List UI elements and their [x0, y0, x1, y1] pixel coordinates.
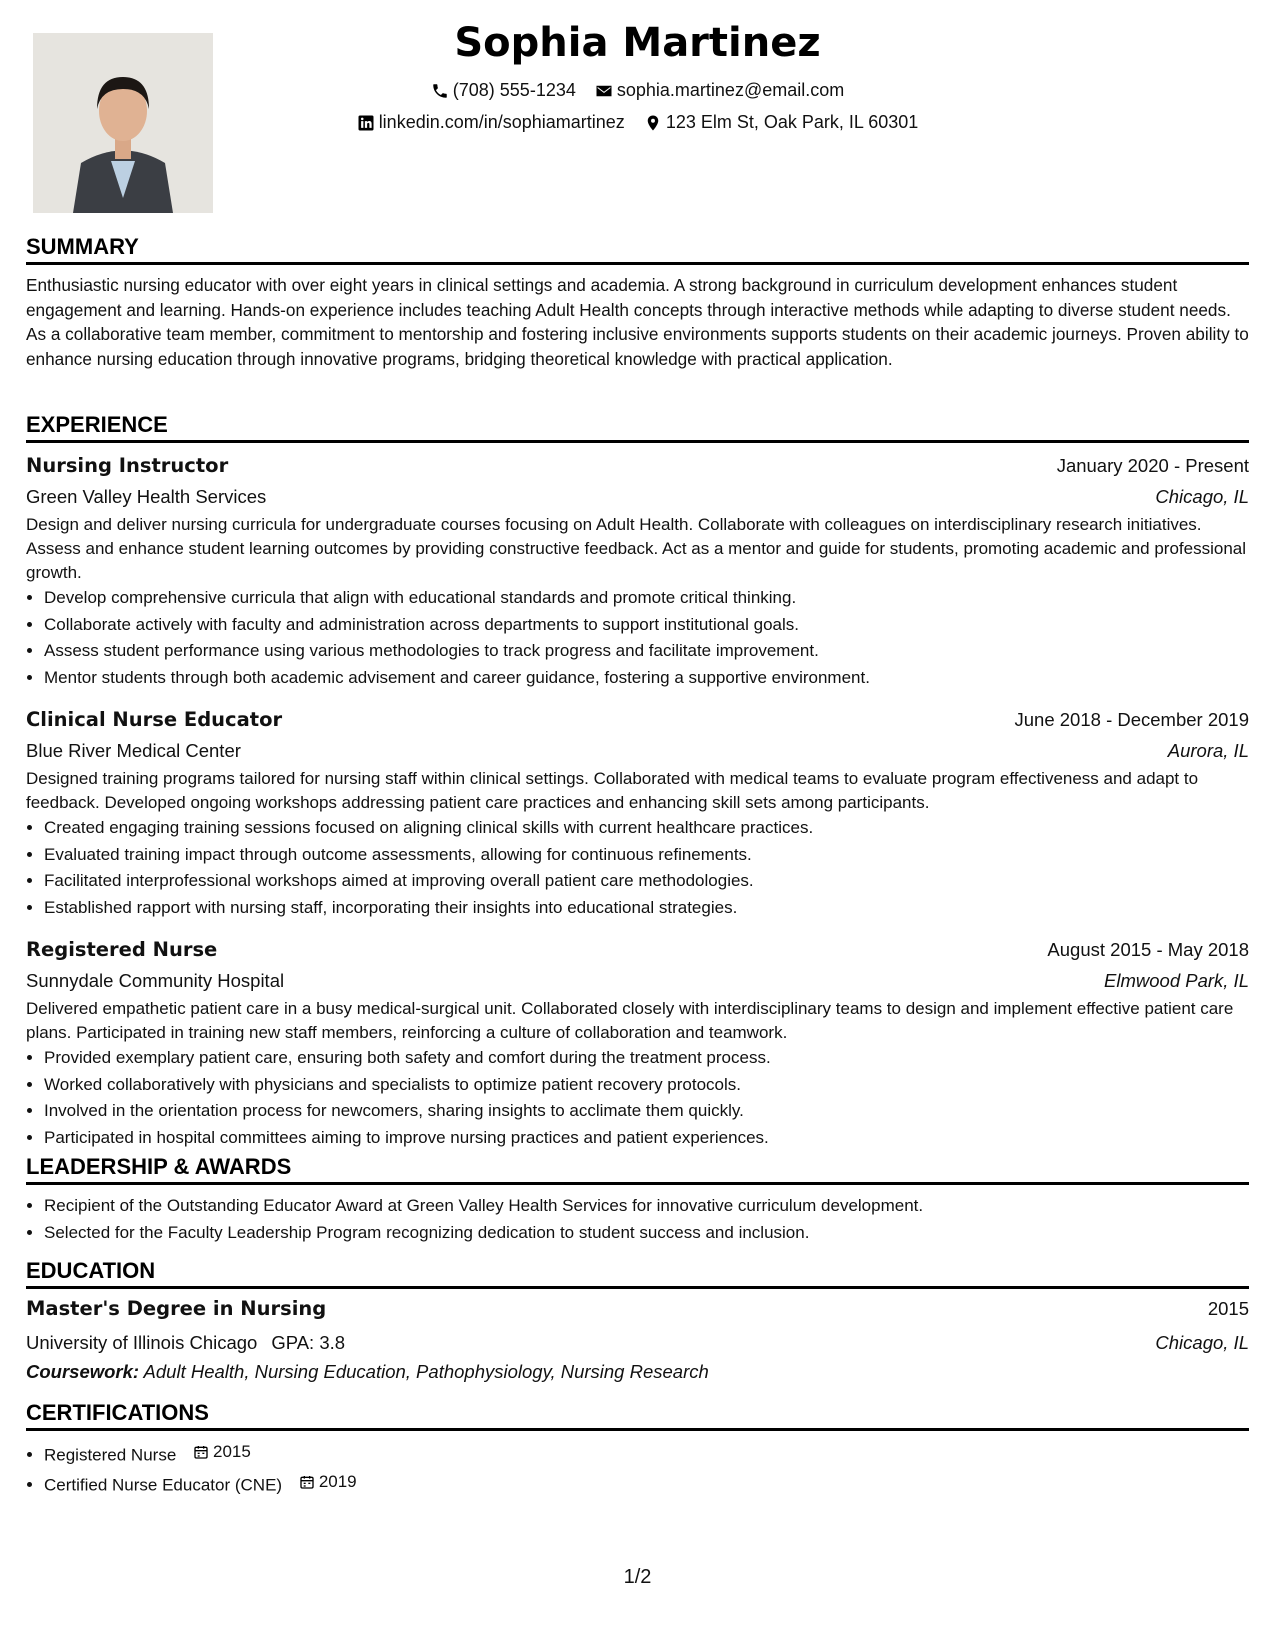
envelope-icon	[595, 82, 613, 100]
list-item: • Participated in hospital committees aiming to improve nursing practices and patient experiences.	[44, 1125, 1249, 1152]
award-list	[26, 1193, 1249, 1246]
address-text: 123 Elm St, Oak Park, IL 60301	[665, 112, 919, 132]
phone-text: (708) 555-1234	[452, 80, 576, 100]
map-pin-icon	[644, 114, 662, 132]
list-item: • Worked collaboratively with physicians and specialists to optimize patient recovery protocols.	[44, 1072, 1249, 1099]
coursework	[26, 1357, 1249, 1387]
list-item: • Develop comprehensive curricula that align with educational standards and promote critical thinking.	[44, 585, 1249, 612]
section-title: EXPERIENCE	[26, 410, 1249, 443]
certification-date	[193, 1439, 251, 1466]
list-item: • Assess student performance using various methodologies to track progress and facilitate improvement.	[44, 638, 1249, 665]
experience-section	[26, 410, 1249, 1165]
job-description: Design and deliver nursing curricula for undergraduate courses focusing on Adult Health. Collaborate with colleagues on interdisciplinary research initiatives. Assess and enhance student learning outcomes by providing constructive feedback. Act as a mentor and guide for students, promoting academic and professional growth.	[26, 515, 1246, 582]
education-section	[26, 1256, 1249, 1387]
company-name: Green Valley Health Services	[26, 486, 267, 507]
degree-year: 2015	[1207, 1298, 1249, 1319]
linkedin-contact[interactable]	[357, 112, 625, 133]
job-location: Chicago, IL	[1155, 486, 1249, 507]
job-entry	[26, 451, 1249, 691]
job-description: Delivered empathetic patient care in a busy medical-surgical unit. Collaborated closely with interdisciplinary teams to design and implement effective patient care plans. Participated in training new staff members, reinforcing a culture of collaboration and teamwork.	[26, 999, 1234, 1042]
school-location: Chicago, IL	[1155, 1332, 1249, 1353]
contact-line-secondary	[0, 112, 1275, 137]
coursework-label: Coursework:	[26, 1361, 140, 1382]
gpa: GPA: 3.8	[271, 1332, 346, 1353]
job-bullets	[26, 585, 1249, 691]
address-contact	[644, 112, 918, 133]
calendar-icon	[299, 1474, 315, 1490]
list-item: • Facilitated interprofessional workshops aimed at improving overall patient care methodologies.	[44, 868, 1249, 895]
section-title: LEADERSHIP & AWARDS	[26, 1152, 1249, 1185]
phone-contact	[431, 80, 576, 101]
company-name: Sunnydale Community Hospital	[26, 970, 285, 991]
job-entry	[26, 935, 1249, 1151]
candidate-name: Sophia Martinez	[454, 20, 821, 66]
job-date: June 2018 - December 2019	[1014, 709, 1249, 730]
certification-date	[299, 1469, 357, 1496]
certifications-section	[26, 1398, 1249, 1499]
degree-title: Master's Degree in Nursing	[26, 1297, 327, 1320]
job-location: Aurora, IL	[1167, 740, 1249, 761]
summary-section	[26, 232, 1249, 371]
job-entry	[26, 705, 1249, 921]
section-title: SUMMARY	[26, 232, 1249, 265]
calendar-icon	[193, 1444, 209, 1460]
section-title: CERTIFICATIONS	[26, 1398, 1249, 1431]
summary-text: Enthusiastic nursing educator with over eight years in clinical settings and academia. A strong background in curriculum development enhances student engagement and learning. Hands-on experience includes teaching Adult Health concepts through interactive methods while adapting to diverse student needs. As a collaborative team member, commitment to mentorship and fostering inclusive environments supports students on their academic journeys. Proven ability to enhance nursing education through innovative programs, bridging theoretical knowledge with practical application.	[26, 275, 1249, 369]
section-title: EDUCATION	[26, 1256, 1249, 1289]
list-item: • Selected for the Faculty Leadership Program recognizing dedication to student success and inclusion.	[44, 1220, 1249, 1247]
linkedin-icon	[357, 114, 375, 132]
page-number: 1/2	[623, 1566, 652, 1588]
email-text[interactable]: sophia.martinez@email.com	[616, 80, 845, 100]
list-item: • Mentor students through both academic advisement and career guidance, fostering a supportive environment.	[44, 665, 1249, 692]
job-title: Nursing Instructor	[26, 454, 229, 477]
contact-line-primary	[0, 80, 1275, 105]
certification-year: 2015	[213, 1442, 251, 1461]
certification-name: Registered Nurse	[44, 1445, 177, 1465]
phone-icon	[431, 82, 449, 100]
job-title: Clinical Nurse Educator	[26, 708, 283, 731]
company-name: Blue River Medical Center	[26, 740, 241, 761]
job-description: Designed training programs tailored for nursing staff within clinical settings. Collaborated with medical teams to evaluate program effectiveness and adapt to feedback. Developed ongoing workshops addressing patient care practices and enhancing skill sets among participants.	[26, 769, 1199, 812]
list-item: • Recipient of the Outstanding Educator Award at Green Valley Health Services for innovative curriculum development.	[44, 1193, 1249, 1220]
job-bullets	[26, 815, 1249, 921]
job-date: January 2020 - Present	[1056, 455, 1249, 476]
list-item: • Involved in the orientation process for newcomers, sharing insights to acclimate them quickly.	[44, 1098, 1249, 1125]
email-contact[interactable]	[595, 80, 844, 101]
school-line	[26, 1327, 345, 1359]
list-item: • Provided exemplary patient care, ensuring both safety and comfort during the treatment process.	[44, 1045, 1249, 1072]
certification-name: Certified Nurse Educator (CNE)	[44, 1475, 283, 1494]
school-name: University of Illinois Chicago	[26, 1332, 258, 1353]
job-location: Elmwood Park, IL	[1104, 970, 1249, 991]
list-item	[44, 1469, 1249, 1499]
job-bullets	[26, 1045, 1249, 1151]
list-item	[44, 1439, 1249, 1469]
list-item: • Evaluated training impact through outcome assessments, allowing for continuous refinements.	[44, 842, 1249, 869]
list-item: • Created engaging training sessions focused on aligning clinical skills with current healthcare practices.	[44, 815, 1249, 842]
job-date: August 2015 - May 2018	[1047, 939, 1249, 960]
certification-list	[26, 1439, 1249, 1499]
leadership-section	[26, 1152, 1249, 1246]
list-item: • Collaborate actively with faculty and administration across departments to support institutional goals.	[44, 612, 1249, 639]
job-title: Registered Nurse	[26, 938, 218, 961]
linkedin-text[interactable]: linkedin.com/in/sophiamartinez	[378, 112, 625, 132]
certification-year: 2019	[318, 1471, 357, 1491]
coursework-list: Adult Health, Nursing Education, Pathophysiology, Nursing Research	[143, 1361, 709, 1382]
list-item: • Established rapport with nursing staff, incorporating their insights into educational strategies.	[44, 895, 1249, 922]
